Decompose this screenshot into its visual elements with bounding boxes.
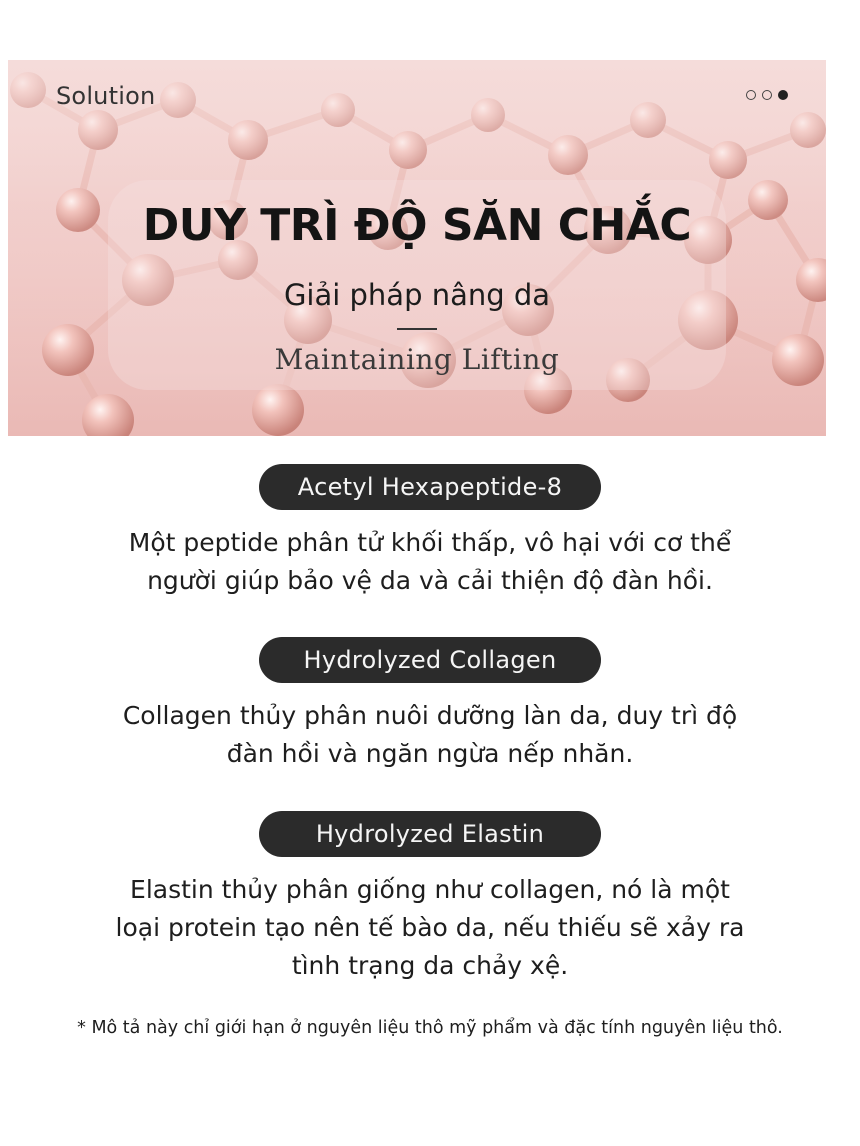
ingredient-description: Elastin thủy phân giống như collagen, nó là một loại protein tạo nên tế bào da, nếu thiếu sẽ xảy ra tình trạng da chảy xệ. (115, 875, 745, 980)
ingredient-name-badge: Hydrolyzed Elastin (259, 811, 601, 857)
ingredient-description: Một peptide phân tử khối thấp, vô hại với cơ thể người giúp bảo vệ da và cải thiện độ đàn hồi. (128, 528, 732, 595)
page-title: DUY TRÌ ĐỘ SĂN CHẮC (142, 200, 692, 251)
disclaimer-footnote: * Mô tả này chỉ giới hạn ở nguyên liệu thô mỹ phẩm và đặc tính nguyên liệu thô. (77, 1018, 783, 1038)
hero-banner (8, 60, 826, 436)
carousel-dot-1[interactable] (746, 90, 756, 100)
ingredient-block-3 (0, 811, 860, 985)
ingredient-description: Collagen thủy phân nuôi dưỡng làn da, duy trì độ đàn hồi và ngăn ngừa nếp nhăn. (122, 701, 738, 768)
carousel-dot-2[interactable] (762, 90, 772, 100)
ingredient-block-2 (0, 637, 860, 773)
title-divider (397, 328, 437, 330)
ingredient-name-badge: Hydrolyzed Collagen (259, 637, 601, 683)
carousel-indicator (746, 90, 788, 100)
carousel-dot-3[interactable] (778, 90, 788, 100)
section-label: Solution (56, 82, 156, 110)
english-subtitle: Maintaining Lifting (274, 343, 560, 376)
ingredient-block-1 (0, 464, 860, 600)
ingredient-name-badge: Acetyl Hexapeptide-8 (259, 464, 601, 510)
page-subtitle: Giải pháp nâng da (283, 278, 551, 312)
